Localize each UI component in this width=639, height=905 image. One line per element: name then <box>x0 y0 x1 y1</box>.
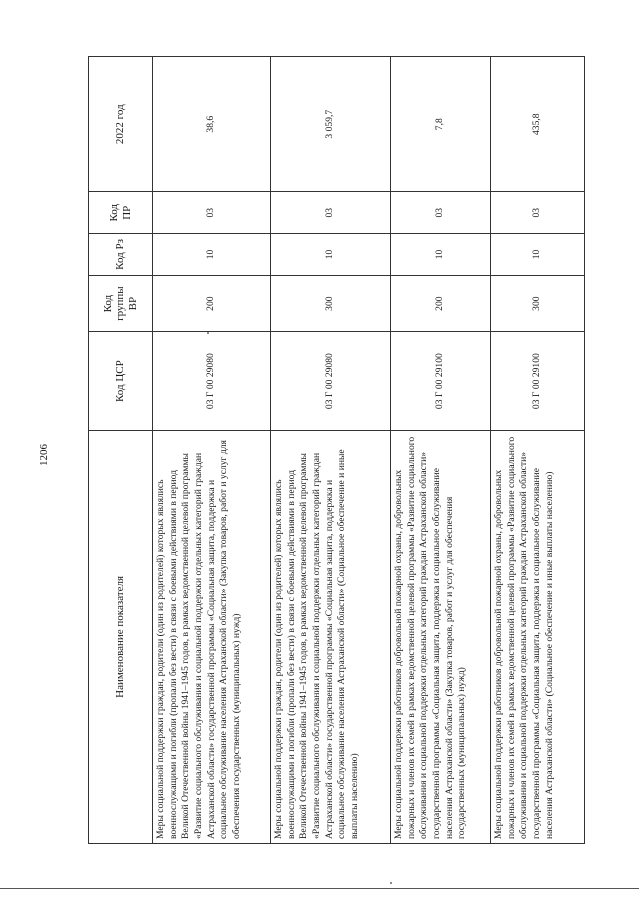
row-rz: 10 <box>153 234 271 276</box>
budget-table <box>88 56 585 844</box>
page-number <box>34 440 54 470</box>
row-name: Меры социальной поддержки граждан, родители (один из родителей) которых являлись военнослужащими и погибли (пропали без вести) в связи с боевыми действиями в период Великой Отечественной войны 1941–1945 годов, в рамках ведомственной целевой программы «Развитие социального обслуживания и социальной поддержки отдельных категорий граждан Астраханской области» государственной программы «Социальная защита, поддержка и социальное обслуживание населения Астраханской области» (Социальное обеспечение и иные выплаты населению) <box>271 430 391 843</box>
row-name: Меры социальной поддержки граждан, родители (один из родителей) которых являлись военнослужащими и погибли (пропали без вести) в связи с боевыми действиями в период Великой Отечественной войны 1941–1945 годов, в рамках ведомственной целевой программы «Развитие социального обслуживания и социальной поддержки отдельных категорий граждан Астраханской области» государственной программы «Социальная защита, поддержка и социальное обслуживание населения Астраханской области» (Закупка товаров, работ и услуг для обеспечения государственных (муниципальных) нужд) <box>153 430 271 843</box>
table-row <box>491 57 585 844</box>
scan-speck <box>207 332 209 334</box>
table-row <box>391 57 491 844</box>
header-csr: Код ЦСР <box>89 332 153 430</box>
header-pr: Код ПР <box>89 192 153 234</box>
row-vr: 300 <box>491 275 585 332</box>
row-rz: 10 <box>271 234 391 276</box>
row-vr: 300 <box>271 275 391 332</box>
row-csr: 03 Г 00 29100 <box>491 332 585 430</box>
scan-speck <box>390 882 392 884</box>
page-bottom-rule <box>0 888 639 889</box>
row-year: 7,8 <box>391 57 491 192</box>
row-csr: 03 Г 00 29080 <box>271 332 391 430</box>
table-row <box>271 57 391 844</box>
header-vr: Код группы ВР <box>89 275 153 332</box>
row-name: Меры социальной поддержки работников добровольной пожарной охраны, добровольных пожарных и членов их семей в рамках ведомственной целевой программы «Развитие социального обслуживания и социальной поддержки отдельных категорий граждан Астраханской области» государственной программы «Социальная защита, поддержка и социальное обслуживание населения Астраханской области» (Закупка товаров, работ и услуг для обеспечения государственных (муниципальных) нужд) <box>391 430 491 843</box>
header-year: 2022 год <box>89 57 153 192</box>
row-name: Меры социальной поддержки работников добровольной пожарной охраны, добровольных пожарных и членов их семей в рамках ведомственной целевой программы «Развитие социального обслуживания и социальной поддержки отдельных категорий граждан Астраханской области» государственной программы «Социальная защита, поддержка и социальное обслуживание населения Астраханской области» (Социальное обеспечение и иные выплаты населению) <box>491 430 585 843</box>
header-name: Наименование показателя <box>89 430 153 843</box>
header-rz: Код Рз <box>89 234 153 276</box>
row-pr: 03 <box>271 192 391 234</box>
row-csr: 03 Г 00 29080 <box>153 332 271 430</box>
row-csr: 03 Г 00 29100 <box>391 332 491 430</box>
row-vr: 200 <box>391 275 491 332</box>
row-rz: 10 <box>491 234 585 276</box>
row-year: 3 059,7 <box>271 57 391 192</box>
page-number-text: 1206 <box>38 444 50 466</box>
table-row <box>153 57 271 844</box>
row-pr: 03 <box>391 192 491 234</box>
row-rz: 10 <box>391 234 491 276</box>
row-pr: 03 <box>491 192 585 234</box>
row-year: 435,8 <box>491 57 585 192</box>
row-year: 38,6 <box>153 57 271 192</box>
row-pr: 03 <box>153 192 271 234</box>
budget-table-rotated <box>88 56 584 844</box>
row-vr: 200 <box>153 275 271 332</box>
table-header <box>89 57 153 844</box>
